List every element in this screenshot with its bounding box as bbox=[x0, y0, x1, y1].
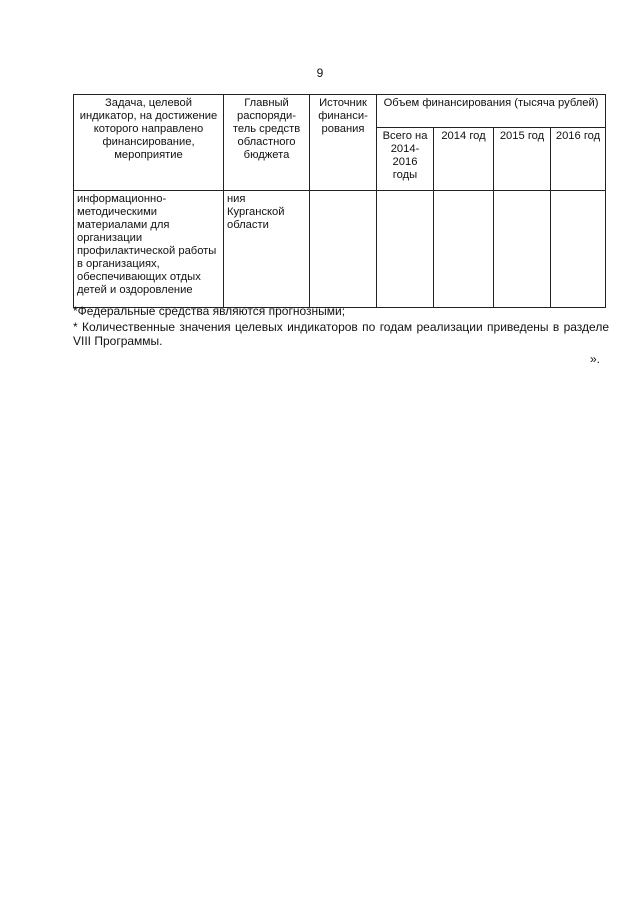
cell-2014 bbox=[434, 191, 494, 308]
cell-task: информационно-методическими материалами для организации профилактической работы в организациях, обеспечивающих отдых детей и оздоровление bbox=[74, 191, 224, 308]
cell-source bbox=[310, 191, 377, 308]
header-total: Всего на 2014-2016 годы bbox=[377, 128, 434, 191]
header-2016: 2016 год bbox=[551, 128, 606, 191]
table-header-row bbox=[74, 95, 606, 128]
cell-2016 bbox=[551, 191, 606, 308]
header-funding-volume: Объем финансирования (тысяча рублей) bbox=[377, 95, 606, 128]
header-source: Источник финанси-рования bbox=[310, 95, 377, 191]
header-2014: 2014 год bbox=[434, 128, 494, 191]
table-row bbox=[74, 191, 606, 308]
financing-table bbox=[73, 94, 606, 308]
header-2015: 2015 год bbox=[494, 128, 551, 191]
page-number: 9 bbox=[316, 66, 324, 80]
header-manager: Главный распоряди-тель средств областного бюджета bbox=[224, 95, 310, 191]
cell-total bbox=[377, 191, 434, 308]
cell-manager: ния Курганской области bbox=[224, 191, 310, 308]
cell-2015 bbox=[494, 191, 551, 308]
footnote-indicators: * Количественные значения целевых индикаторов по годам реализации приведены в разделе VIII Программы. bbox=[73, 320, 609, 348]
header-task: Задача, целевой индикатор, на достижение которого направлено финансирование, мероприятие bbox=[74, 95, 224, 191]
footnote-federal: *Федеральные средства являются прогнозными; bbox=[73, 304, 346, 318]
closing-quote: ». bbox=[590, 352, 601, 366]
